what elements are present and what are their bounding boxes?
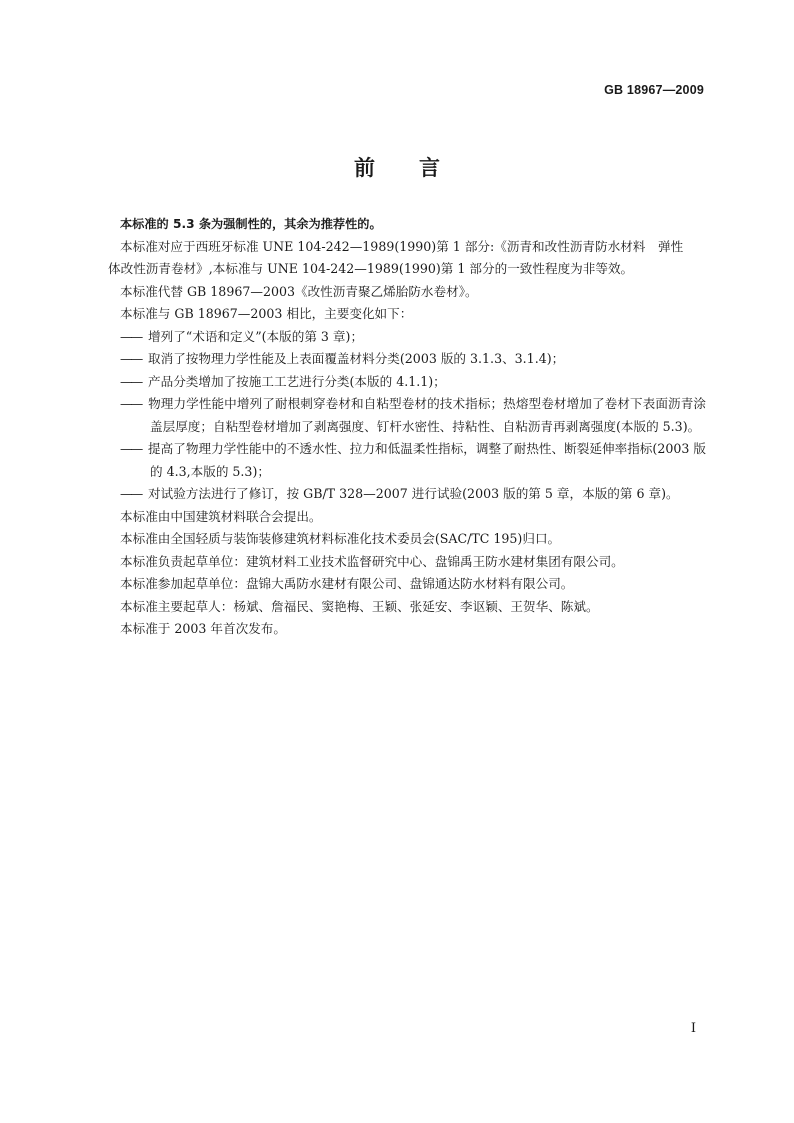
list-item [120, 371, 706, 394]
foreword-body [108, 213, 706, 641]
changes-list [120, 326, 706, 506]
list-item [120, 326, 706, 349]
list-item-text: 取消了按物理力学性能及上表面覆盖材料分类(2003 版的 3.1.3、3.1.4)； [148, 351, 565, 366]
replacement-paragraph: 本标准代替 GB 18967—2003《改性沥青聚乙烯胎防水卷材》。 [120, 283, 478, 299]
list-item-text: 物理力学性能中增列了耐根刺穿卷材和自粘型卷材的技术指标；热熔型卷材增加了卷材下表面沥青涂盖层厚度；自粘型卷材增加了剥离强度、钉杆水密性、持粘性、自粘沥青再剥离强度(本版的 5.3)。 [148, 396, 706, 434]
list-item-text: 对试验方法进行了修订，按 GB/T 328—2007 进行试验(2003 版的第 5 章，本版的第 6 章)。 [148, 486, 679, 501]
page-title: 前言 [354, 156, 484, 180]
list-item [120, 348, 706, 371]
participating-drafter-paragraph: 本标准参加起草单位：盘锦大禹防水建材有限公司、盘锦通达防水材料有限公司。 [120, 576, 574, 591]
list-item-text: 增列了“术语和定义”(本版的第 3 章)； [148, 328, 364, 344]
standard-code: GB 18967—2009 [604, 83, 704, 97]
dash-marker: —— [120, 486, 142, 501]
dash-marker: —— [120, 373, 142, 389]
dash-marker: —— [120, 396, 142, 411]
list-item [120, 438, 706, 483]
dash-marker: —— [120, 441, 142, 456]
list-item [120, 483, 706, 506]
main-drafters-paragraph: 本标准主要起草人：杨斌、詹福民、窦艳梅、王颖、张延安、李讴颖、王贺华、陈斌。 [120, 598, 599, 614]
committee-paragraph: 本标准由全国轻质与装饰装修建筑材料标准化技术委员会(SAC/TC 195)归口。 [120, 531, 561, 546]
correspondence-paragraph: 本标准对应于西班牙标准 UNE 104-242—1989(1990)第 1 部分:《沥青和改性沥青防水材料 弹性 [120, 238, 684, 254]
lead-drafter-paragraph: 本标准负责起草单位：建筑材料工业技术监督研究中心、盘锦禹王防水建材集团有限公司。 [120, 553, 624, 569]
dash-marker: —— [120, 351, 142, 366]
mandatory-clause-note: 本标准的 5.3 条为强制性的，其余为推荐性的。 [120, 217, 382, 231]
correspondence-paragraph-cont: 体改性沥青卷材》,本标准与 UNE 104-242—1989(1990)第 1 部分的一致性程度为非等效。 [108, 261, 634, 276]
changes-intro: 本标准与 GB 18967—2003 相比，主要变化如下： [120, 306, 413, 321]
proposer-paragraph: 本标准由中国建筑材料联合会提出。 [120, 508, 322, 524]
dash-marker: —— [120, 328, 142, 344]
page-number: I [690, 1021, 696, 1036]
list-item-text: 提高了物理力学性能中的不透水性、拉力和低温柔性指标，调整了耐热性、断裂延伸率指标(2003 版的 4.3,本版的 5.3)； [148, 441, 706, 479]
list-item [120, 393, 706, 438]
first-release-paragraph: 本标准于 2003 年首次发布。 [120, 621, 286, 636]
list-item-text: 产品分类增加了按施工工艺进行分类(本版的 4.1.1)； [148, 373, 446, 389]
